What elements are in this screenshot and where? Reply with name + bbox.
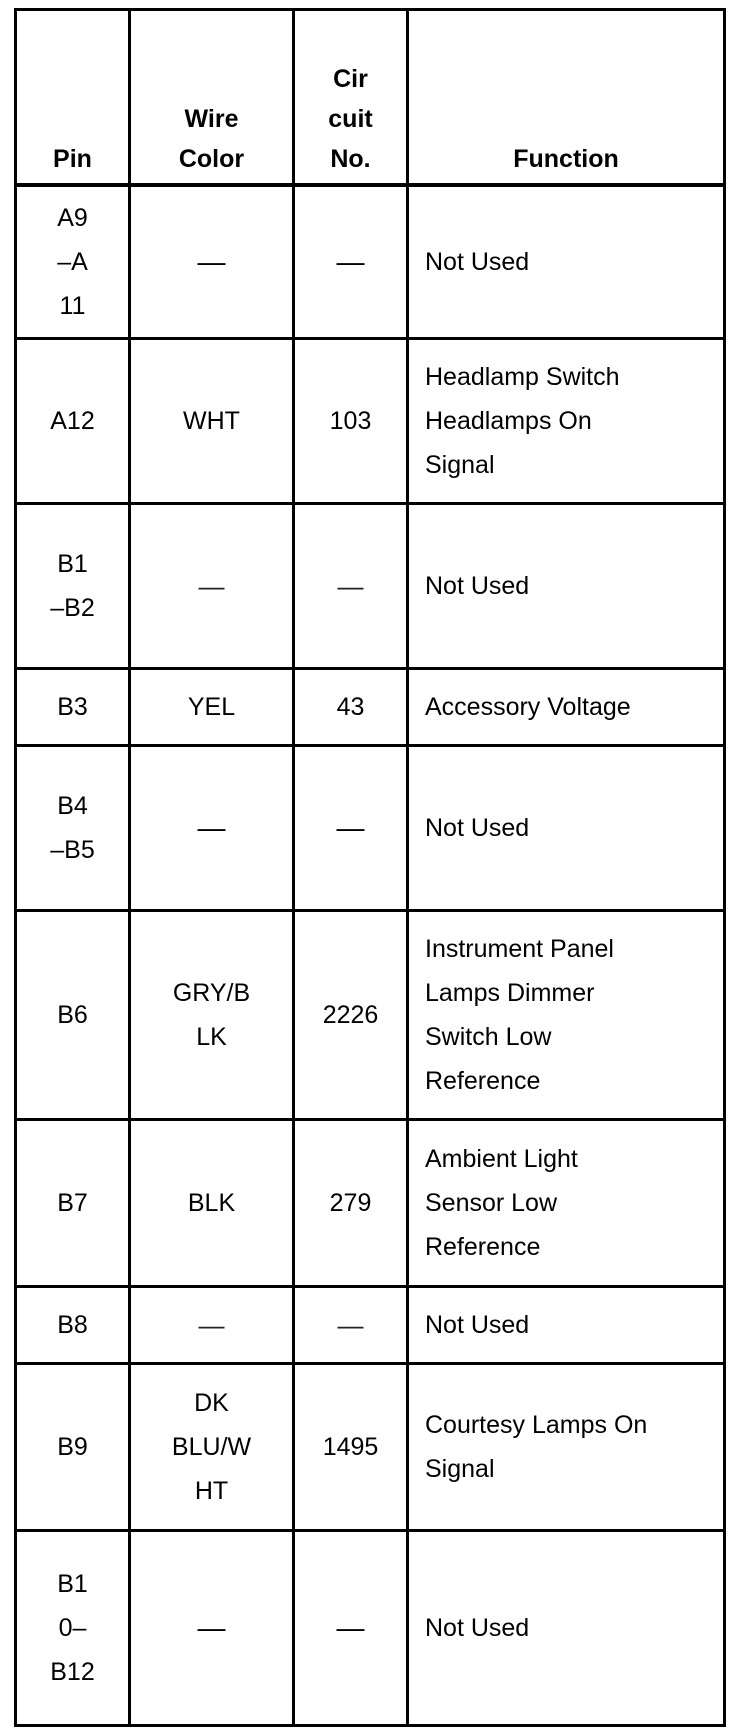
function-line: Reference [425, 1233, 541, 1261]
function-line: Not Used [425, 1311, 530, 1339]
pin-line: A12 [50, 407, 95, 435]
function-cell [408, 1364, 725, 1531]
circuit-number-value: — [336, 1611, 365, 1643]
pin-line: B3 [57, 693, 88, 721]
function-line: Not Used [425, 572, 530, 600]
wire-color-cell [130, 746, 294, 911]
wire-color-cell [130, 504, 294, 669]
circuit-number-cell [294, 1364, 408, 1531]
wire-color-header-line: Wire [184, 105, 239, 133]
function-line: Not Used [425, 248, 530, 276]
circuit-header-line: cuit [328, 105, 373, 133]
wire-color-line: HT [194, 1477, 229, 1505]
circuit-number-value: 103 [329, 407, 372, 435]
pin-line: –B2 [50, 594, 95, 622]
function-line: Accessory Voltage [425, 693, 631, 721]
wire-color-line: YEL [187, 693, 236, 721]
circuit-number-column-header [294, 10, 408, 186]
wire-color-cell [130, 1364, 294, 1531]
function-cell [408, 339, 725, 504]
function-cell [408, 1531, 725, 1726]
function-cell [408, 669, 725, 746]
circuit-number-cell [294, 339, 408, 504]
wire-color-line: — [197, 1611, 226, 1643]
table-row [16, 746, 725, 911]
function-line: Switch Low [425, 1023, 552, 1051]
wire-color-line: LK [196, 1023, 227, 1051]
wire-color-header-line: Color [178, 145, 245, 173]
pin-cell [16, 339, 130, 504]
function-line: Reference [425, 1067, 541, 1095]
circuit-number-cell [294, 1287, 408, 1364]
wire-color-cell [130, 185, 294, 339]
circuit-number-value: — [336, 245, 365, 277]
circuit-number-cell [294, 911, 408, 1120]
circuit-number-value: 43 [336, 693, 365, 721]
pin-header-label: Pin [53, 145, 92, 173]
pin-line: B6 [57, 1001, 88, 1029]
wire-color-cell [130, 911, 294, 1120]
function-cell [408, 746, 725, 911]
function-line: Sensor Low [425, 1189, 558, 1217]
table-body [16, 185, 725, 1726]
pin-line: B7 [57, 1189, 88, 1217]
function-line: Ambient Light [425, 1145, 578, 1173]
function-line: Lamps Dimmer [425, 979, 595, 1007]
pin-cell [16, 1531, 130, 1726]
pin-cell [16, 1364, 130, 1531]
table-row [16, 1120, 725, 1287]
wire-color-cell [130, 1531, 294, 1726]
table-row [16, 911, 725, 1120]
pin-cell [16, 504, 130, 669]
wire-color-cell [130, 669, 294, 746]
circuit-number-value: 279 [329, 1189, 372, 1217]
wire-color-line: — [197, 245, 226, 277]
wire-color-cell [130, 1287, 294, 1364]
connector-pinout-table-container [14, 8, 723, 1727]
wire-color-line: GRY/B [172, 979, 251, 1007]
circuit-header-line: Cir [333, 65, 368, 93]
circuit-number-cell [294, 504, 408, 669]
pin-column-header [16, 10, 130, 186]
pin-line: B1 [57, 550, 88, 578]
wire-color-line: BLU/W [171, 1433, 252, 1461]
circuit-number-value: 2226 [322, 1001, 379, 1029]
function-line: Signal [425, 451, 495, 479]
function-line: Courtesy Lamps On [425, 1411, 648, 1439]
pin-line: 11 [59, 292, 86, 320]
header-row [16, 10, 725, 186]
circuit-number-value: — [336, 811, 365, 843]
pin-line: B1 [57, 1570, 88, 1598]
circuit-number-cell [294, 746, 408, 911]
pin-line: 0– [58, 1614, 87, 1642]
function-line: Headlamp Switch [425, 363, 620, 391]
pin-cell [16, 911, 130, 1120]
circuit-number-value: — [337, 1309, 364, 1340]
circuit-header-line: No. [330, 145, 371, 173]
wire-color-cell [130, 339, 294, 504]
circuit-number-cell [294, 1531, 408, 1726]
table-row [16, 1531, 725, 1726]
function-line: Not Used [425, 814, 530, 842]
function-column-header [408, 10, 725, 186]
table-row [16, 185, 725, 339]
connector-pinout-table [14, 8, 726, 1727]
function-header-label: Function [513, 145, 619, 173]
function-cell [408, 185, 725, 339]
table-header [16, 10, 725, 186]
pin-cell [16, 746, 130, 911]
function-line: Headlamps On [425, 407, 592, 435]
table-row [16, 1287, 725, 1364]
wire-color-cell [130, 1120, 294, 1287]
pin-line: B8 [57, 1311, 88, 1339]
table-row [16, 504, 725, 669]
pin-line: A9 [57, 204, 88, 232]
circuit-number-value: 1495 [322, 1433, 379, 1461]
circuit-number-cell [294, 185, 408, 339]
function-line: Signal [425, 1455, 495, 1483]
wire-color-line: — [198, 570, 225, 601]
pin-line: –A [57, 248, 88, 276]
table-row [16, 339, 725, 504]
pin-line: B4 [57, 792, 88, 820]
pin-cell [16, 1120, 130, 1287]
wire-color-line: BLK [187, 1189, 236, 1217]
pin-line: –B5 [50, 836, 95, 864]
pin-cell [16, 669, 130, 746]
wire-color-line: WHT [183, 407, 240, 435]
wire-color-line: — [197, 811, 226, 843]
wire-color-column-header [130, 10, 294, 186]
pin-cell [16, 185, 130, 339]
pin-cell [16, 1287, 130, 1364]
circuit-number-cell [294, 669, 408, 746]
table-row [16, 1364, 725, 1531]
function-cell [408, 1120, 725, 1287]
circuit-number-value: — [337, 570, 364, 601]
function-cell [408, 504, 725, 669]
circuit-number-cell [294, 1120, 408, 1287]
wire-color-line: DK [194, 1389, 229, 1417]
pin-line: B9 [57, 1433, 88, 1461]
function-line: Instrument Panel [425, 935, 614, 963]
function-cell [408, 1287, 725, 1364]
pin-line: B12 [50, 1658, 95, 1686]
wire-color-line: — [198, 1309, 225, 1340]
function-cell [408, 911, 725, 1120]
function-line: Not Used [425, 1614, 530, 1642]
table-row [16, 669, 725, 746]
